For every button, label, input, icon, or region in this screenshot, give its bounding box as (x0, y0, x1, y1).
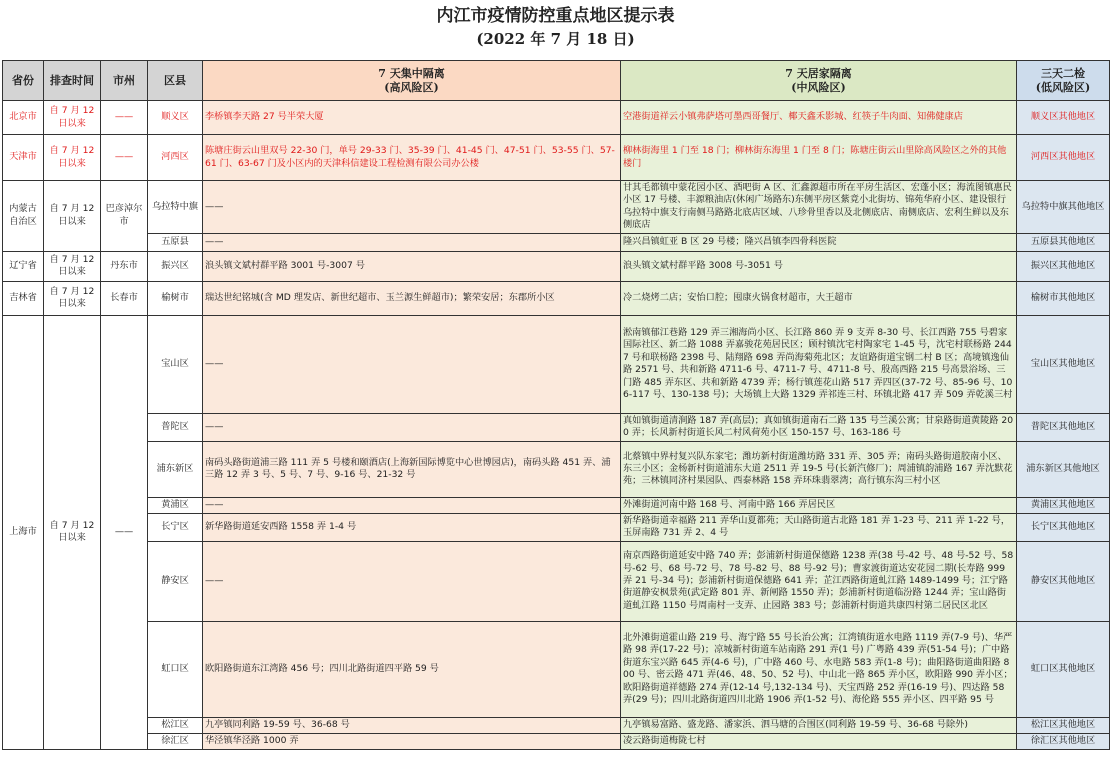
high-risk-cell: —— (203, 233, 621, 251)
table-row (3, 281, 1110, 315)
table-row (3, 101, 1110, 135)
low-risk-cell: 徐汇区其他地区 (1017, 733, 1110, 749)
table-row (3, 621, 1110, 717)
high-risk-cell: —— (203, 413, 621, 441)
district-cell: 长宁区 (148, 513, 203, 541)
high-risk-cell: —— (203, 497, 621, 513)
district-cell: 顺义区 (148, 101, 203, 135)
table-row (3, 413, 1110, 441)
district-cell: 松江区 (148, 717, 203, 733)
low-risk-cell: 黄浦区其他地区 (1017, 497, 1110, 513)
low-risk-cell: 振兴区其他地区 (1017, 251, 1110, 281)
table-row (3, 541, 1110, 621)
table-row (3, 497, 1110, 513)
low-risk-cell: 榆树市其他地区 (1017, 281, 1110, 315)
table-row (3, 233, 1110, 251)
table-row (3, 717, 1110, 733)
district-cell: 乌拉特中旗 (148, 181, 203, 234)
high-risk-cell: 李桥镇李天路 27 号半荣大厦 (203, 101, 621, 135)
time-cell: 自 7 月 12 日以来 (44, 281, 101, 315)
risk-area-table (2, 60, 1110, 750)
header-mid-risk (621, 61, 1017, 101)
high-risk-cell: 南码头路街道浦三路 111 弄 5 号楼和颐酒店(上海新国际博览中心世博园店)，南码头路 451 弄、浦三路 12 弄 3 号、5 号、7 号、9-16 号、21-32 号 (203, 441, 621, 497)
table-row (3, 733, 1110, 749)
high-risk-cell: 瑞达世纪铭城(含 MD 理发店、新世纪超市、玉兰源生鲜超市)；繁荣安居；东郡所小区 (203, 281, 621, 315)
mid-risk-cell: 外滩街道河南中路 168 号、河南中路 166 弄居民区 (621, 497, 1017, 513)
low-risk-cell: 松江区其他地区 (1017, 717, 1110, 733)
time-cell: 自 7 月 12 日以来 (44, 251, 101, 281)
low-risk-cell: 静安区其他地区 (1017, 541, 1110, 621)
high-risk-cell: 华泾镇华泾路 1000 弄 (203, 733, 621, 749)
city-cell: —— (101, 101, 148, 135)
table-row (3, 251, 1110, 281)
low-risk-cell: 乌拉特中旗其他地区 (1017, 181, 1110, 234)
header-low-risk-line2: (低风险区) (1035, 80, 1091, 94)
header-province: 省份 (3, 61, 44, 101)
district-cell: 五原县 (148, 233, 203, 251)
low-risk-cell: 浦东新区其他地区 (1017, 441, 1110, 497)
mid-risk-cell: 柳林街海里 1 门至 18 门；柳林街东海里 1 门至 8 门；陈塘庄街云山里除高风险区之外的其他楼门 (621, 135, 1017, 181)
district-cell: 河西区 (148, 135, 203, 181)
mid-risk-cell: 浪头镇文斌村群平路 3008 号-3051 号 (621, 251, 1017, 281)
high-risk-cell: —— (203, 181, 621, 234)
city-cell: 巴彦淖尔市 (101, 181, 148, 252)
city-cell: 丹东市 (101, 251, 148, 281)
low-risk-cell: 长宁区其他地区 (1017, 513, 1110, 541)
header-mid-risk-line1: 7 天居家隔离 (785, 66, 852, 80)
city-cell: —— (101, 135, 148, 181)
high-risk-cell: 九亭镇同利路 19-59 号、36-68 号 (203, 717, 621, 733)
mid-risk-cell: 九亭镇易富路、盛龙路、潘家浜、泗马塘的合围区(同利路 19-59 号、36-68 号除外) (621, 717, 1017, 733)
province-cell: 内蒙古自治区 (3, 181, 44, 252)
header-mid-risk-line2: (中风险区) (791, 80, 846, 94)
district-cell: 黄浦区 (148, 497, 203, 513)
table-row (3, 513, 1110, 541)
header-high-risk (203, 61, 621, 101)
high-risk-cell: —— (203, 541, 621, 621)
high-risk-cell: 浪头镇文斌村群平路 3001 号-3007 号 (203, 251, 621, 281)
mid-risk-cell: 冷二烧烤二店；安怡口腔；囤康火锅食材超市，大王超市 (621, 281, 1017, 315)
district-cell: 榆树市 (148, 281, 203, 315)
district-cell: 徐汇区 (148, 733, 203, 749)
district-cell: 普陀区 (148, 413, 203, 441)
high-risk-cell: 欧阳路街道东江湾路 456 号；四川北路街道四平路 59 号 (203, 621, 621, 717)
district-cell: 虹口区 (148, 621, 203, 717)
header-district: 区县 (148, 61, 203, 101)
low-risk-cell: 顺义区其他地区 (1017, 101, 1110, 135)
table-row (3, 441, 1110, 497)
high-risk-cell: 陈塘庄街云山里双号 22-30 门，单号 29-33 门、35-39 门、41-45 门、47-51 门、53-55 门、57-61 门、63-67 门及小区内的天津科信建设工程检测有限公司办公楼 (203, 135, 621, 181)
mid-risk-cell: 甘其毛都镇中蒙花园小区、酒吧街 A 区、汇鑫源超市所在平房生活区、宏蓬小区；海流图镇惠民小区 17 号楼、丰源粮油店(休闲广场路东)东侧平房区紫竟小北街坊、锦苑华府小区、建设银行乌拉特中旗支行南侧马路路北底店区域、八珍骨里香以及北侧底店、南侧底店、宏利生鲜以及东侧底店 (621, 181, 1017, 234)
district-cell: 浦东新区 (148, 441, 203, 497)
district-cell: 宝山区 (148, 315, 203, 413)
mid-risk-cell: 新华路街道幸福路 211 弄华山夏都苑；天山路街道古北路 181 弄 1-23 号、211 弄 1-22 号，玉屏南路 731 弄 2、4 号 (621, 513, 1017, 541)
low-risk-cell: 虹口区其他地区 (1017, 621, 1110, 717)
header-low-risk-line1: 三天二检 (1041, 66, 1085, 80)
header-high-risk-line1: 7 天集中隔离 (378, 66, 445, 80)
low-risk-cell: 河西区其他地区 (1017, 135, 1110, 181)
header-time: 排查时间 (44, 61, 101, 101)
table-row (3, 181, 1110, 234)
time-cell: 自 7 月 12 日以来 (44, 101, 101, 135)
mid-risk-cell: 凌云路街道梅陇七村 (621, 733, 1017, 749)
high-risk-cell: 新华路街道延安西路 1558 弄 1-4 号 (203, 513, 621, 541)
province-cell: 辽宁省 (3, 251, 44, 281)
low-risk-cell: 宝山区其他地区 (1017, 315, 1110, 413)
city-cell: —— (101, 315, 148, 749)
mid-risk-cell: 北外滩街道霍山路 219 号、海宁路 55 号长治公寓；江湾镇街道水电路 1119 弄(7-9 号)、华严路 98 弄(17-22 号)；凉城新村街道车站南路 291 弄(1 号) 广粤路 439 弄(51-54 号)；广中路街道东宝兴路 645 弄(4-6 号)，广中路 460 号、水电路 583 弄(1-8 号)；曲阳路街道曲阳路 800 号、密云路 471 弄(46、48、50、52 号)、中山北一路 865 弄小区，欧阳路 990 弄小区；欧阳路街道祥德路 274 弄(12-14 号,132-134 号)、天宝西路 252 弄(16-19 号)、四达路 58 弄(29 号)；四川北路街道四川北路 1906 弄(1-52 号)、海伦路 555 弄小区、四平路 95 号 (621, 621, 1017, 717)
province-cell: 上海市 (3, 315, 44, 749)
document-date: (2022 年 7 月 18 日) (476, 30, 635, 48)
low-risk-cell: 五原县其他地区 (1017, 233, 1110, 251)
header-city: 市州 (101, 61, 148, 101)
district-cell: 振兴区 (148, 251, 203, 281)
header-low-risk (1017, 61, 1110, 101)
time-cell: 自 7 月 12 日以来 (44, 181, 101, 252)
low-risk-cell: 普陀区其他地区 (1017, 413, 1110, 441)
mid-risk-cell: 淞南镇郁江巷路 129 弄三湘海尚小区、长江路 860 弄 9 支弄 8-30 号、长江西路 755 号碧家国际社区、新二路 1088 弄嘉骏花苑居民区；顾村镇沈宅村陶家宅 1-45 号，沈宅村联杨路 2447 号和联杨路 2398 号、陆翔路 698 弄尚海菊苑北区；友谊路街道宝钢二村 B 区；高境镇逸仙路 2571 号、共和新路 4711-6 号、4711-7 号、4711-8 号、殷高西路 215 号高景浴场、三门路 485 弄东区、共和新路 4739 弄；杨行镇莲花山路 517 弄四区(37-72 号、85-96 号、106-117 号、130-138 号)；大场镇上大路 1329 弄祁连三村、环镇北路 417 弄 509 弄乾溪三村 (621, 315, 1017, 413)
mid-risk-cell: 北蔡镇中界村复兴队东家宅；潍坊新村街道潍坊路 331 弄、305 弄；南码头路街道胶南小区、东三小区；金杨新村街道浦东大道 2511 弄 19-5 号(长新汽修厂)；周浦镇韵浦路 167 弄沈默花苑；三林镇同济村果园队、西泰林路 158 弄环珠翡翠湾；高行镇东沟三村小区 (621, 441, 1017, 497)
table-row (3, 135, 1110, 181)
mid-risk-cell: 南京西路街道延安中路 740 弄；彭浦新村街道保德路 1238 弄(38 号-42 号、48 号-52 号、58 号-62 号、68 号-72 号、78 号-82 号、88 号-92 号)；曹家渡街道达安花园二期(长寿路 999 弄 21 号-34 号)；彭浦新村街道保德路 641 弄；芷江西路街道虬江路 1489-1499 号；江宁路街道静安枫景苑(武定路 801 弄、新闸路 1550 弄)；彭浦新村街道临汾路 1244 弄；宝山路街道虬江路 1150 号周南村一支弄、止园路 383 号；彭浦新村街道共康四村第二居民区北区 (621, 541, 1017, 621)
table-row (3, 315, 1110, 413)
document-title: 内江市疫情防控重点地区提示表 (436, 6, 675, 26)
province-cell: 吉林省 (3, 281, 44, 315)
city-cell: 长春市 (101, 281, 148, 315)
high-risk-cell: —— (203, 315, 621, 413)
table-header-row (3, 61, 1110, 101)
district-cell: 静安区 (148, 541, 203, 621)
mid-risk-cell: 空港街道祥云小镇弗萨塔可墨西哥餐厅、椰天鑫禾影城、红筷子牛肉面、知佛健康店 (621, 101, 1017, 135)
province-cell: 北京市 (3, 101, 44, 135)
province-cell: 天津市 (3, 135, 44, 181)
mid-risk-cell: 隆兴昌镇虹亚 B 区 29 号楼；隆兴昌镇李四骨科医院 (621, 233, 1017, 251)
header-high-risk-line2: (高风险区) (384, 80, 439, 94)
time-cell: 自 7 月 12 日以来 (44, 135, 101, 181)
time-cell: 自 7 月 12 日以来 (44, 315, 101, 749)
mid-risk-cell: 真如镇街道清涧路 187 弄(高层)；真如镇街道南石二路 135 号兰溪公寓；甘泉路街道黄陵路 200 弄；长风新村街道长风二村风荷苑小区 150-157 号、163-186 号 (621, 413, 1017, 441)
